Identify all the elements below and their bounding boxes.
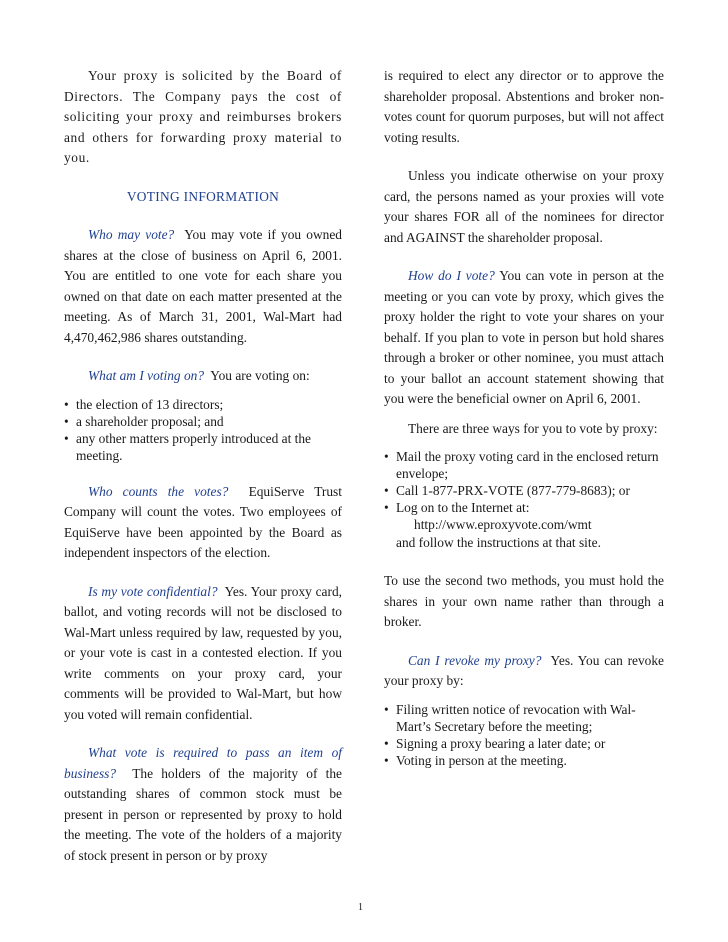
list-item: • Filing written notice of revocation with Wal-Mart’s Secretary before the meeting;	[384, 701, 664, 735]
how-to-vote-paragraph	[384, 266, 664, 410]
revoke-paragraph	[384, 651, 664, 692]
counts-votes-paragraph	[64, 482, 342, 564]
broker-note-paragraph: To use the second two methods, you must hold the shares in your own name rather than through a broker.	[384, 573, 664, 629]
voting-on-answer: You are voting on:	[210, 368, 310, 383]
voting-methods-list	[384, 448, 664, 516]
vote-required-question: What vote is required to pass an item of business?	[64, 745, 342, 781]
confidential-paragraph	[64, 582, 342, 726]
list-item: • Log on to the Internet at:	[384, 499, 664, 516]
voting-items-list	[64, 396, 342, 464]
proxy-default-paragraph: Unless you indicate otherwise on your proxy card, the persons named as your proxies will vote your shares FOR all of the nominees for director and AGAINST the shareholder proposal.	[384, 168, 664, 245]
who-may-vote-question: Who may vote?	[88, 227, 175, 242]
list-item: • the election of 13 directors;	[64, 396, 342, 413]
page-number: 1	[358, 902, 363, 913]
quorum-paragraph: is required to elect any director or to approve the shareholder proposal. Abstentions and broker non-votes count for quorum purposes, but will not affect voting results.	[384, 68, 664, 145]
vote-required-answer: The holders of the majority of the outstanding shares of common stock must be present in person or represented by proxy to hold the meeting. The vote of the holders of a majority of stock present in person or by proxy	[64, 765, 342, 863]
revoke-methods-list	[384, 701, 664, 769]
confidential-question: Is my vote confidential?	[88, 583, 218, 599]
list-item: • Voting in person at the meeting.	[384, 752, 664, 769]
list-item: • a shareholder proposal; and	[64, 413, 342, 430]
voting-information-heading: VOTING INFORMATION	[126, 188, 280, 204]
counts-votes-answer: EquiServe Trust Company will count the votes. Two employees of EquiServe have been appointed by the Board as independent inspectors of the election.	[64, 483, 342, 560]
confidential-answer: Yes. Your proxy card, ballot, and voting records will not be disclosed to Wal-Mart unless required by law, requested by you, or your vote is cast in a contested election. If you write comments on your proxy card, your comments will be provided to Wal-Mart, but how you voted will remain confidential.	[64, 583, 343, 722]
voting-on-question: What am I voting on?	[88, 368, 205, 383]
list-item: • Call 1-877-PRX-VOTE (877-779-8683); or	[384, 482, 664, 499]
proxy-solicitation-paragraph: Your proxy is solicited by the Board of Directors. The Company pays the cost of soliciting your proxy and reimburses brokers and others for forwarding proxy material to you.	[64, 68, 342, 165]
who-may-vote-paragraph	[64, 225, 342, 348]
right-column	[384, 66, 664, 769]
counts-votes-question: Who counts the votes?	[88, 483, 229, 499]
how-to-vote-question: How do I vote?	[408, 268, 495, 283]
who-may-vote-answer: You may vote if you owned shares at the close of business on April 6, 2001. You are entitled to one vote for each share you owned on that date on each matter presented at the meeting. As of March 31, 2001, Wal-Mart had 4,470,462,986 shares outstanding.	[64, 227, 342, 345]
three-ways-intro: There are three ways for you to vote by proxy:	[408, 420, 658, 436]
revoke-question: Can I revoke my proxy?	[408, 652, 542, 668]
list-item: • any other matters properly introduced at the meeting.	[64, 430, 342, 464]
vote-required-paragraph	[64, 743, 342, 866]
voting-url: http://www.eproxyvote.com/wmt	[414, 517, 592, 532]
voting-on-paragraph	[64, 366, 342, 387]
list-item: • Signing a proxy bearing a later date; or	[384, 735, 664, 752]
left-column	[64, 66, 342, 866]
follow-instructions: and follow the instructions at that site.	[396, 535, 601, 550]
revoke-answer: Yes. You can revoke your proxy by:	[384, 652, 664, 688]
how-to-vote-answer: You can vote in person at the meeting or you can vote by proxy, which gives the proxy holder the right to vote your shares on your behalf. If you plan to vote in person but hold shares through a broker or other nominee, you must attach to your ballot an account statement showing that you were the beneficial owner on April 6, 2001.	[384, 268, 664, 406]
list-item: • Mail the proxy voting card in the enclosed return envelope;	[384, 448, 664, 482]
